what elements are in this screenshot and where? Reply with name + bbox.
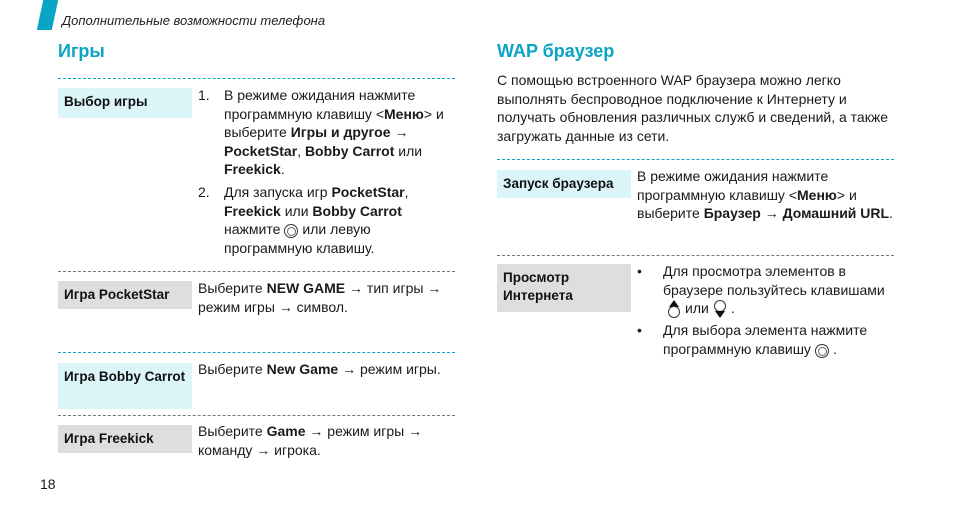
browse-bullet-1: Для просмотра элементов в браузере пользуйтесь клавишами или . [663,263,885,316]
section-title-games: Игры [58,41,105,61]
row-label-choose-game: Выбор игры [58,88,192,118]
divider [58,271,455,272]
divider [497,159,894,160]
row-label-bobby-carrot: Игра Bobby Carrot [58,363,192,409]
bullet: • [637,263,642,279]
step-number: 1. [198,87,210,103]
browse-bullet-2: Для выбора элемента нажмите программную клавишу . [663,322,868,357]
row-label-pocketstar: Игра PocketStar [58,281,192,309]
soft-key-icon [815,344,829,358]
launch-browser-text: В режиме ожидания нажмите программную клавишу <Меню> и выберите Браузер → Домашний URL. [637,168,893,221]
pocketstar-text: Выберите NEW GAME → тип игры → режим игры → символ. [198,280,442,315]
bobby-carrot-text: Выберите New Game → режим игры. [198,361,441,377]
running-header: Дополнительные возможности телефона [62,13,326,28]
nav-down-icon [713,300,727,318]
page-number: 18 [40,476,56,492]
divider [58,415,455,416]
step-1-text: В режиме ожидания нажмите программную клавишу <Меню> и выберите Игры и другое → PocketStar, Bobby Carrot или Freekick. [224,87,444,177]
bullet: • [637,322,642,338]
corner-mark [37,0,58,30]
soft-key-icon [284,224,298,238]
nav-up-down-icon [667,300,681,318]
wap-intro: С помощью встроенного WAP браузера можно легко выполнять беспроводное подключение к Интернету и получать обновления различных служб и сведений, а также загружать данные из сети. [497,72,888,144]
step-2-text: Для запуска игр PocketStar, Freekick или Bobby Carrot нажмите или левую программную клавишу. [224,184,409,256]
divider [58,352,455,353]
divider [58,78,455,79]
step-number: 2. [198,184,210,200]
row-label-launch-browser: Запуск браузера [497,170,631,198]
section-title-wap: WAP браузер [497,41,615,61]
row-label-freekick: Игра Freekick [58,425,192,453]
row-label-browse-internet: Просмотр Интернета [497,264,631,312]
freekick-text: Выберите Game → режим игры → команду → игрока. [198,423,423,458]
divider [497,255,894,256]
